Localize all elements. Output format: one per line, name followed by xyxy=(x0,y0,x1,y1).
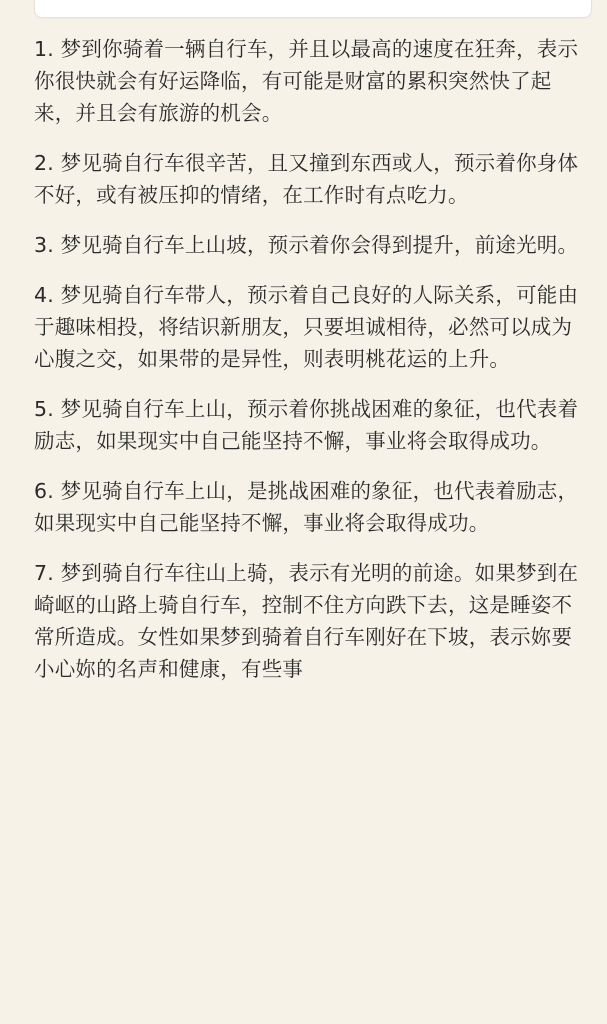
paragraph-3: 3. 梦见骑自行车上山坡，预示着你会得到提升，前途光明。 xyxy=(34,233,579,257)
paragraph-7: 7. 梦到骑自行车往山上骑，表示有光明的前途。如果梦到在崎岖的山路上骑自行车，控制不住方向跌下去，这是睡姿不常所造成。女性如果梦到骑着自行车刚好在下坡，表示妳要小心妳的名声和健康，有些事 xyxy=(34,561,579,681)
paragraph-6: 6. 梦见骑自行车上山，是挑战困难的象征，也代表着励志，如果现实中自己能坚持不懈，事业将会取得成功。 xyxy=(34,479,579,535)
paragraph-4: 4. 梦见骑自行车带人，预示着自己良好的人际关系，可能由于趣味相投，将结识新朋友，只要坦诚相待，必然可以成为心腹之交，如果带的是异性，则表明桃花运的上升。 xyxy=(34,283,579,371)
paragraph-2: 2. 梦见骑自行车很辛苦，且又撞到东西或人，预示着你身体不好，或有被压抑的情绪，在工作时有点吃力。 xyxy=(34,151,579,207)
paragraph-5: 5. 梦见骑自行车上山，预示着你挑战困难的象征，也代表着励志，如果现实中自己能坚持不懈，事业将会取得成功。 xyxy=(34,397,579,453)
article-content xyxy=(34,33,590,703)
paragraph-1: 1. 梦到你骑着一辆自行车，并且以最高的速度在狂奔，表示你很快就会有好运降临，有可能是财富的累积突然快了起来，并且会有旅游的机会。 xyxy=(34,37,579,125)
top-card xyxy=(34,0,592,18)
